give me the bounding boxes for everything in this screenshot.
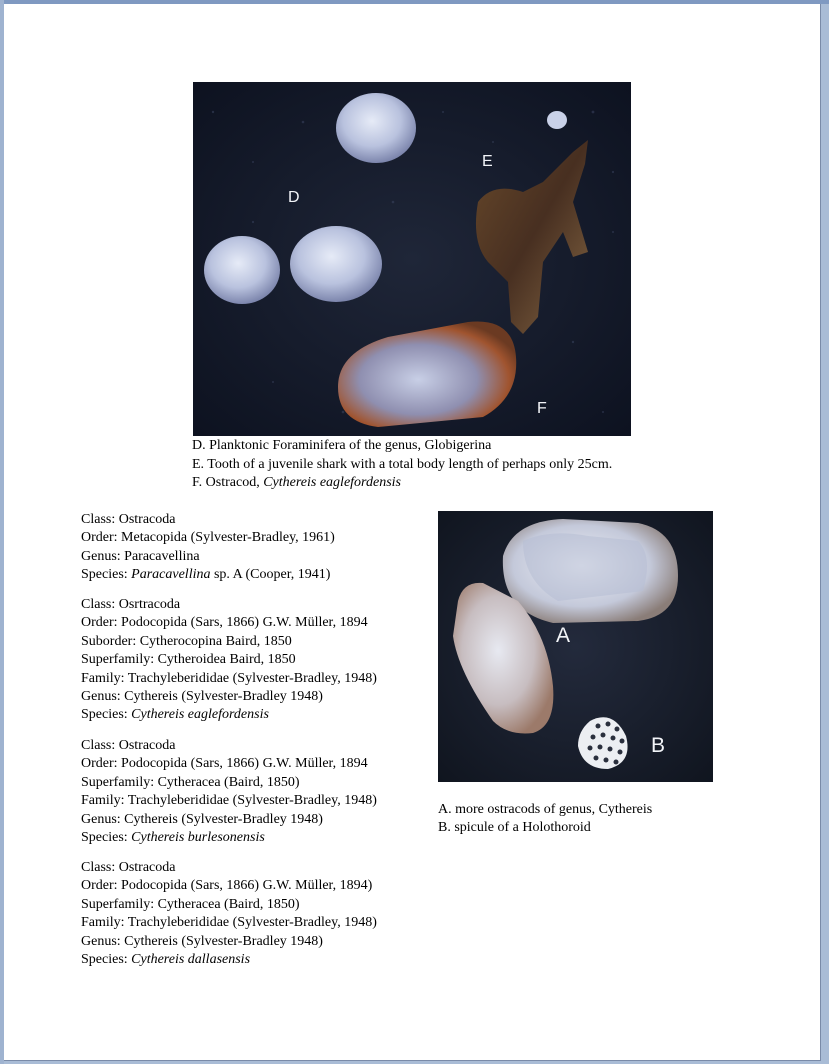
taxon-family: Family: Trachyleberididae (Sylvester-Bradley, 1948) <box>81 793 377 809</box>
photo-label-b: B <box>651 734 666 757</box>
taxon-class: Class: Ostracoda <box>81 860 176 875</box>
foraminifera-left <box>204 236 280 304</box>
fossil-photo-side-image <box>438 511 713 782</box>
taxon-genus: Genus: Cythereis (Sylvester-Bradley 1948) <box>81 811 323 827</box>
taxon-superfamily: Superfamily: Cytheroidea Baird, 1850 <box>81 652 296 668</box>
small-fragment <box>547 111 567 129</box>
foraminifera-top <box>336 93 416 163</box>
taxon-species <box>81 951 377 969</box>
caption-line-f-species: Cythereis eaglefordensis <box>263 475 401 490</box>
taxon-class: Class: Ostracoda <box>81 512 176 527</box>
taxon-species-prefix: Species: <box>81 567 132 583</box>
taxon-genus: Genus: Cythereis (Sylvester-Bradley 1948) <box>81 933 323 949</box>
taxon-family: Family: Trachyleberididae (Sylvester-Bradley, 1948) <box>81 915 377 931</box>
taxon-class: Class: Osrtracoda <box>81 597 181 612</box>
caption-line-d: D. Planktonic Foraminifera of the genus, Globigerina <box>192 438 492 453</box>
fossil-photo-top-image <box>193 82 631 436</box>
taxon-suborder: Suborder: Cytherocopina Baird, 1850 <box>81 633 292 649</box>
page-shadow <box>821 8 829 1064</box>
taxon-superfamily: Superfamily: Cytheracea (Baird, 1850) <box>81 774 300 790</box>
caption-line-b: B. spicule of a Holothoroid <box>438 820 591 835</box>
taxonomy-block-2 <box>81 596 377 725</box>
caption-line-f-prefix: F. Ostracod, <box>192 475 264 490</box>
taxon-order: Order: Metacopida (Sylvester-Bradley, 1961) <box>81 530 335 546</box>
photo-label-f: F <box>537 400 547 417</box>
fossil-photo-side <box>438 511 713 782</box>
taxon-species <box>81 829 377 847</box>
taxon-genus: Genus: Paracavellina <box>81 548 200 564</box>
document-page <box>4 4 821 1061</box>
caption-line-f <box>192 474 401 493</box>
foraminifera-middle <box>290 226 382 302</box>
taxonomy-block-1 <box>81 511 335 585</box>
photo-label-e: E <box>482 153 493 170</box>
taxon-order: Order: Podocopida (Sars, 1866) G.W. Müller, 1894 <box>81 756 368 772</box>
taxon-species-prefix: Species: <box>81 707 132 723</box>
taxon-species <box>81 566 335 584</box>
taxonomy-block-3 <box>81 737 377 847</box>
taxon-species-name: Cythereis burlesonensis <box>131 829 265 845</box>
taxon-species <box>81 706 377 724</box>
fossil-photo-top <box>193 82 631 436</box>
taxon-genus: Genus: Cythereis (Sylvester-Bradley 1948) <box>81 688 323 704</box>
taxon-class: Class: Ostracoda <box>81 738 176 753</box>
taxon-species-name: Cythereis dallasensis <box>131 951 251 967</box>
taxon-species-name: Cythereis eaglefordensis <box>131 707 269 723</box>
taxon-superfamily: Superfamily: Cytheracea (Baird, 1850) <box>81 896 300 912</box>
taxon-species-name: Paracavellina <box>131 567 211 583</box>
taxonomy-block-4 <box>81 859 377 969</box>
caption-line-a: A. more ostracods of genus, Cythereis <box>438 802 653 817</box>
photo-label-d: D <box>288 189 300 206</box>
taxon-family: Family: Trachyleberididae (Sylvester-Bradley, 1948) <box>81 670 377 686</box>
photo-label-a: A <box>556 624 571 647</box>
caption-line-e: E. Tooth of a juvenile shark with a total body length of perhaps only 25cm. <box>192 457 613 472</box>
taxon-species-prefix: Species: <box>81 951 132 967</box>
taxon-species-suffix: sp. A (Cooper, 1941) <box>210 567 331 583</box>
taxon-order: Order: Podocopida (Sars, 1866) G.W. Müller, 1894 <box>81 615 368 631</box>
taxon-species-prefix: Species: <box>81 829 132 845</box>
taxon-order: Order: Podocopida (Sars, 1866) G.W. Müller, 1894) <box>81 878 373 894</box>
